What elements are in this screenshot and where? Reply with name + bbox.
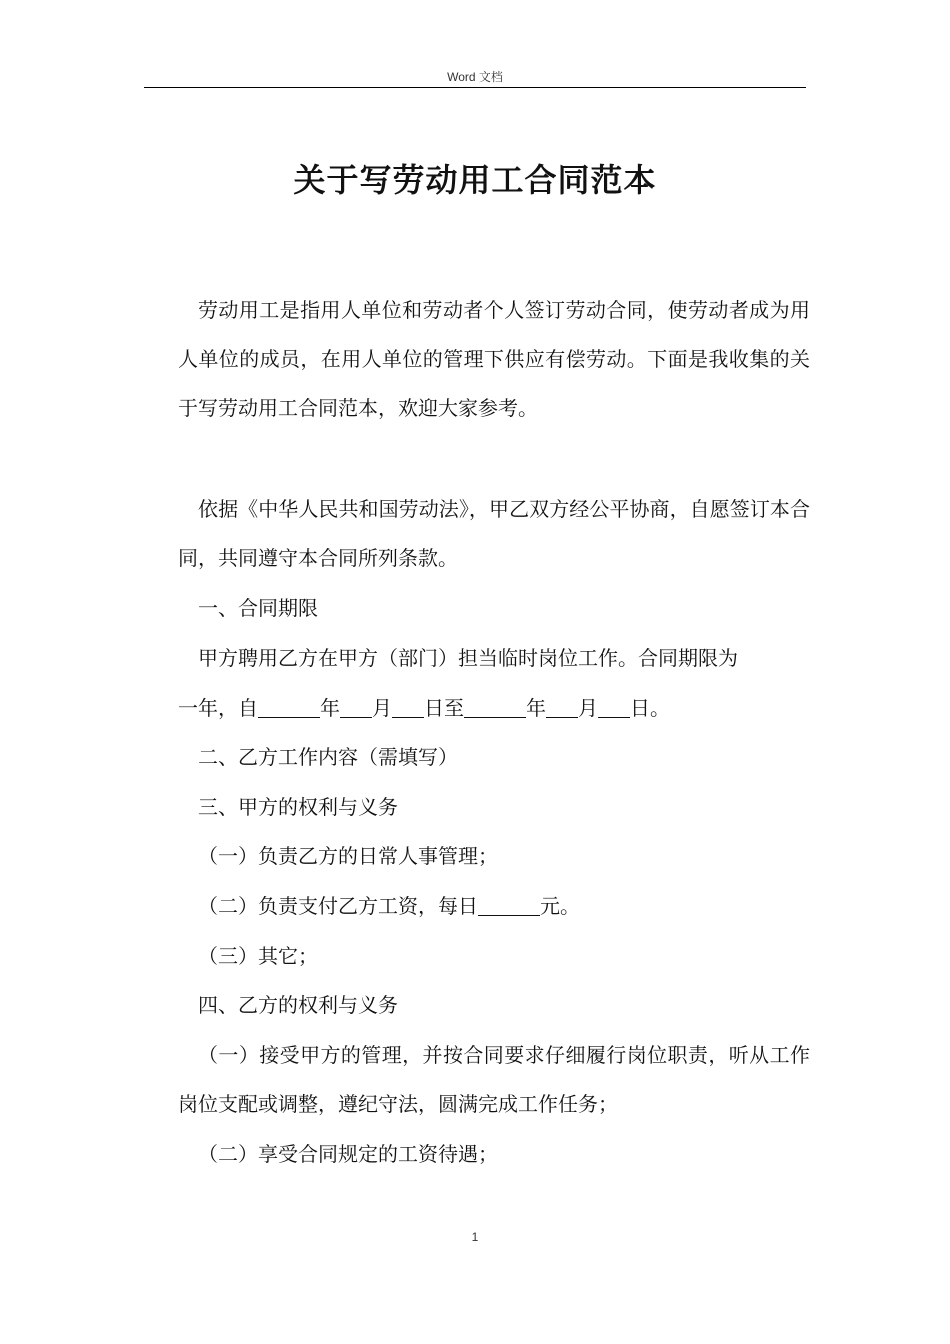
fill-blank-end-year[interactable] [464,695,526,718]
term-text-2: 年 [320,696,340,720]
party-a-item-1: （一）负责乙方的日常人事管理； [198,844,498,868]
party-a-item-2 [178,882,810,931]
fill-blank-start-month[interactable] [340,695,372,718]
fill-blank-start-day[interactable] [392,695,424,718]
term-line-2 [178,684,810,733]
fill-blank-end-day[interactable] [598,695,630,718]
term-text-5: 年 [526,696,546,720]
party-a-item-2-text: （二）负责支付乙方工资，每日 [198,894,478,918]
term-text-3: 月 [372,696,392,720]
fill-blank-daily-wage[interactable] [478,893,540,916]
fill-blank-end-month[interactable] [546,695,578,718]
party-a-item-3: （三）其它； [198,944,318,968]
party-b-item-2: （二）享受合同规定的工资待遇； [198,1142,498,1166]
preamble-paragraph: 依据《中华人民共和国劳动法》，甲乙双方经公平协商，自愿签订本合同，共同遵守本合同所列条款。 [178,497,810,570]
fill-blank-start-year[interactable] [258,695,320,718]
page-number: 1 [471,1230,479,1244]
term-text-1: 一年，自 [178,696,258,720]
section-heading-party-b: 四、乙方的权利与义务 [198,993,398,1017]
term-text-4: 日至 [424,696,464,720]
party-a-item-2-unit: 元。 [540,894,580,918]
section-heading-work-content: 二、乙方工作内容（需填写） [198,745,458,769]
document-title: 关于写劳动用工合同范本 [293,161,657,199]
party-b-item-1: （一）接受甲方的管理，并按合同要求仔细履行岗位职责，听从工作岗位支配或调整，遵纪守法，圆满完成工作任务； [178,1043,810,1116]
term-line-1: 甲方聘用乙方在甲方（部门）担当临时岗位工作。合同期限为 [198,646,738,670]
page-header: Word 文档 [447,70,503,84]
section-heading-term: 一、合同期限 [198,596,318,620]
term-text-6: 月 [578,696,598,720]
intro-paragraph: 劳动用工是指用人单位和劳动者个人签订劳动合同，使劳动者成为用人单位的成员，在用人单位的管理下供应有偿劳动。下面是我收集的关于写劳动用工合同范本，欢迎大家参考。 [178,298,810,420]
term-text-7: 日。 [630,696,670,720]
header-divider [144,87,806,88]
section-heading-party-a: 三、甲方的权利与义务 [198,795,398,819]
